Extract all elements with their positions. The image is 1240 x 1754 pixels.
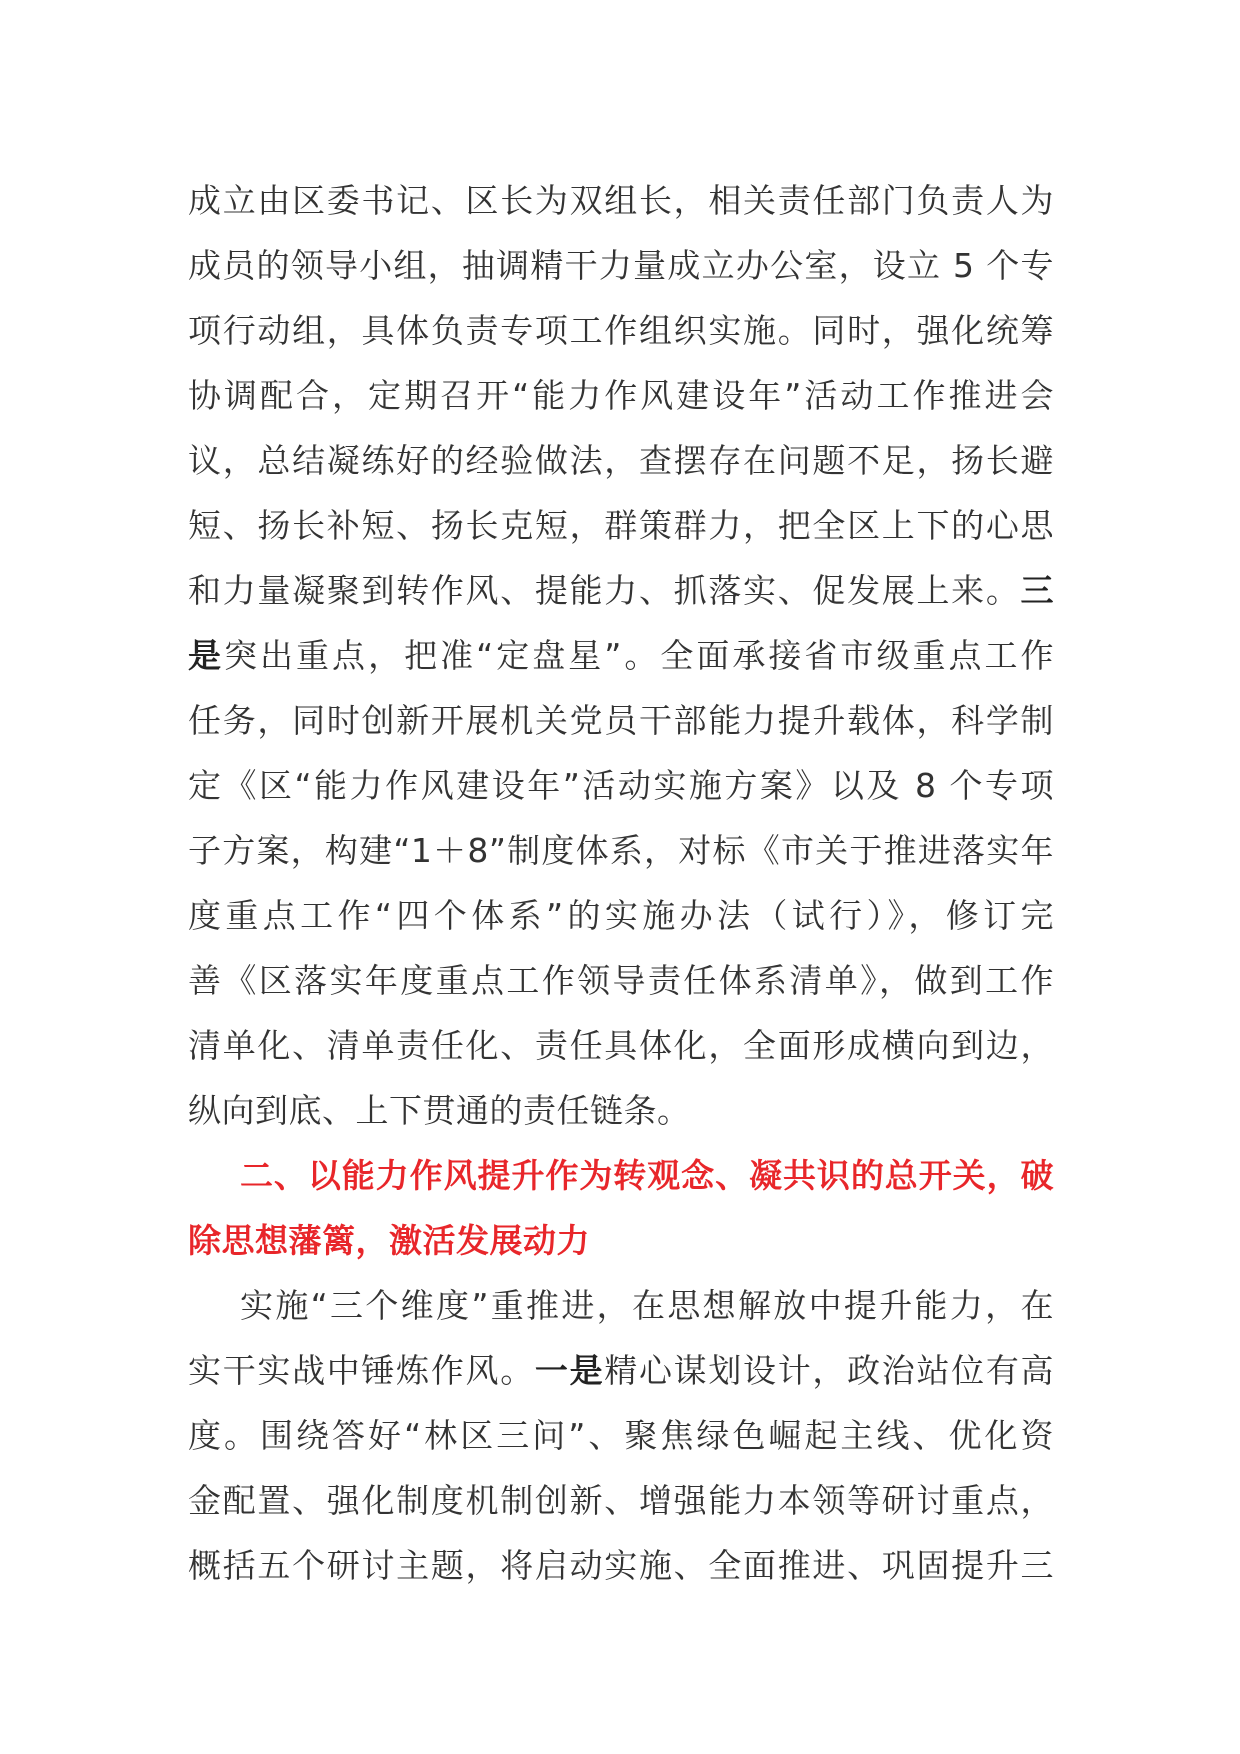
text-line: [188, 558, 1054, 623]
heading-line: 除思想藩篱，激活发展动力: [188, 1221, 590, 1260]
section-heading: [188, 1143, 1054, 1273]
heading-line: 二、以能力作风提升作为转观念、凝共识的总开关，破: [240, 1156, 1054, 1195]
text-run: 实干实战中锤炼作风。: [188, 1351, 535, 1390]
text-line: 概括五个研讨主题，将启动实施、全面推进、巩固提升三: [188, 1546, 1054, 1585]
text-line: 短、扬长补短、扬长克短，群策群力，把全区上下的心思: [188, 506, 1054, 545]
text-line: 度重点工作“四个体系”的实施办法（试行）》，修订完: [188, 896, 1054, 935]
text-line: 金配置、强化制度机制创新、增强能力本领等研讨重点，: [188, 1481, 1054, 1520]
text-line: 任务，同时创新开展机关党员干部能力提升载体，科学制: [188, 701, 1054, 740]
text-line: 清单化、清单责任化、责任具体化，全面形成横向到边，: [188, 1026, 1054, 1065]
text-line: 纵向到底、上下贯通的责任链条。: [188, 1091, 691, 1130]
text-line: [188, 1338, 1054, 1403]
paragraph-2: [188, 1273, 1054, 1598]
text-line: 度。围绕答好“林区三问”、聚焦绿色崛起主线、优化资: [188, 1416, 1054, 1455]
text-line: 成立由区委书记、区长为双组长，相关责任部门负责人为: [188, 181, 1054, 220]
text-run: 精心谋划设计，政治站位有高: [604, 1351, 1054, 1390]
bold-marker: 是: [188, 636, 225, 675]
text-line: 成员的领导小组，抽调精干力量成立办公室，设立 5 个专: [188, 246, 1054, 285]
text-line: [188, 623, 1054, 688]
text-line: 子方案，构建“1＋8”制度体系，对标《市关于推进落实年: [188, 831, 1054, 870]
bold-marker: 三: [1020, 571, 1054, 610]
text-run: 突出重点，把准“定盘星”。全面承接省市级重点工作: [224, 636, 1054, 675]
text-line: 定《区“能力作风建设年”活动实施方案》以及 8 个专项: [188, 766, 1054, 805]
text-line: 善《区落实年度重点工作领导责任体系清单》，做到工作: [188, 961, 1054, 1000]
paragraph-1: [188, 168, 1054, 1143]
document-body: [188, 168, 1054, 1598]
text-run: 和力量凝聚到转作风、提能力、抓落实、促发展上来。: [188, 571, 1021, 610]
text-line: 项行动组，具体负责专项工作组织实施。同时，强化统筹: [188, 311, 1054, 350]
text-line: 协调配合，定期召开“能力作风建设年”活动工作推进会: [188, 376, 1054, 415]
text-line: 议，总结凝练好的经验做法，查摆存在问题不足，扬长避: [188, 441, 1054, 480]
text-line: 实施“三个维度”重推进，在思想解放中提升能力，在: [240, 1286, 1054, 1325]
bold-marker: 一是: [534, 1351, 605, 1390]
